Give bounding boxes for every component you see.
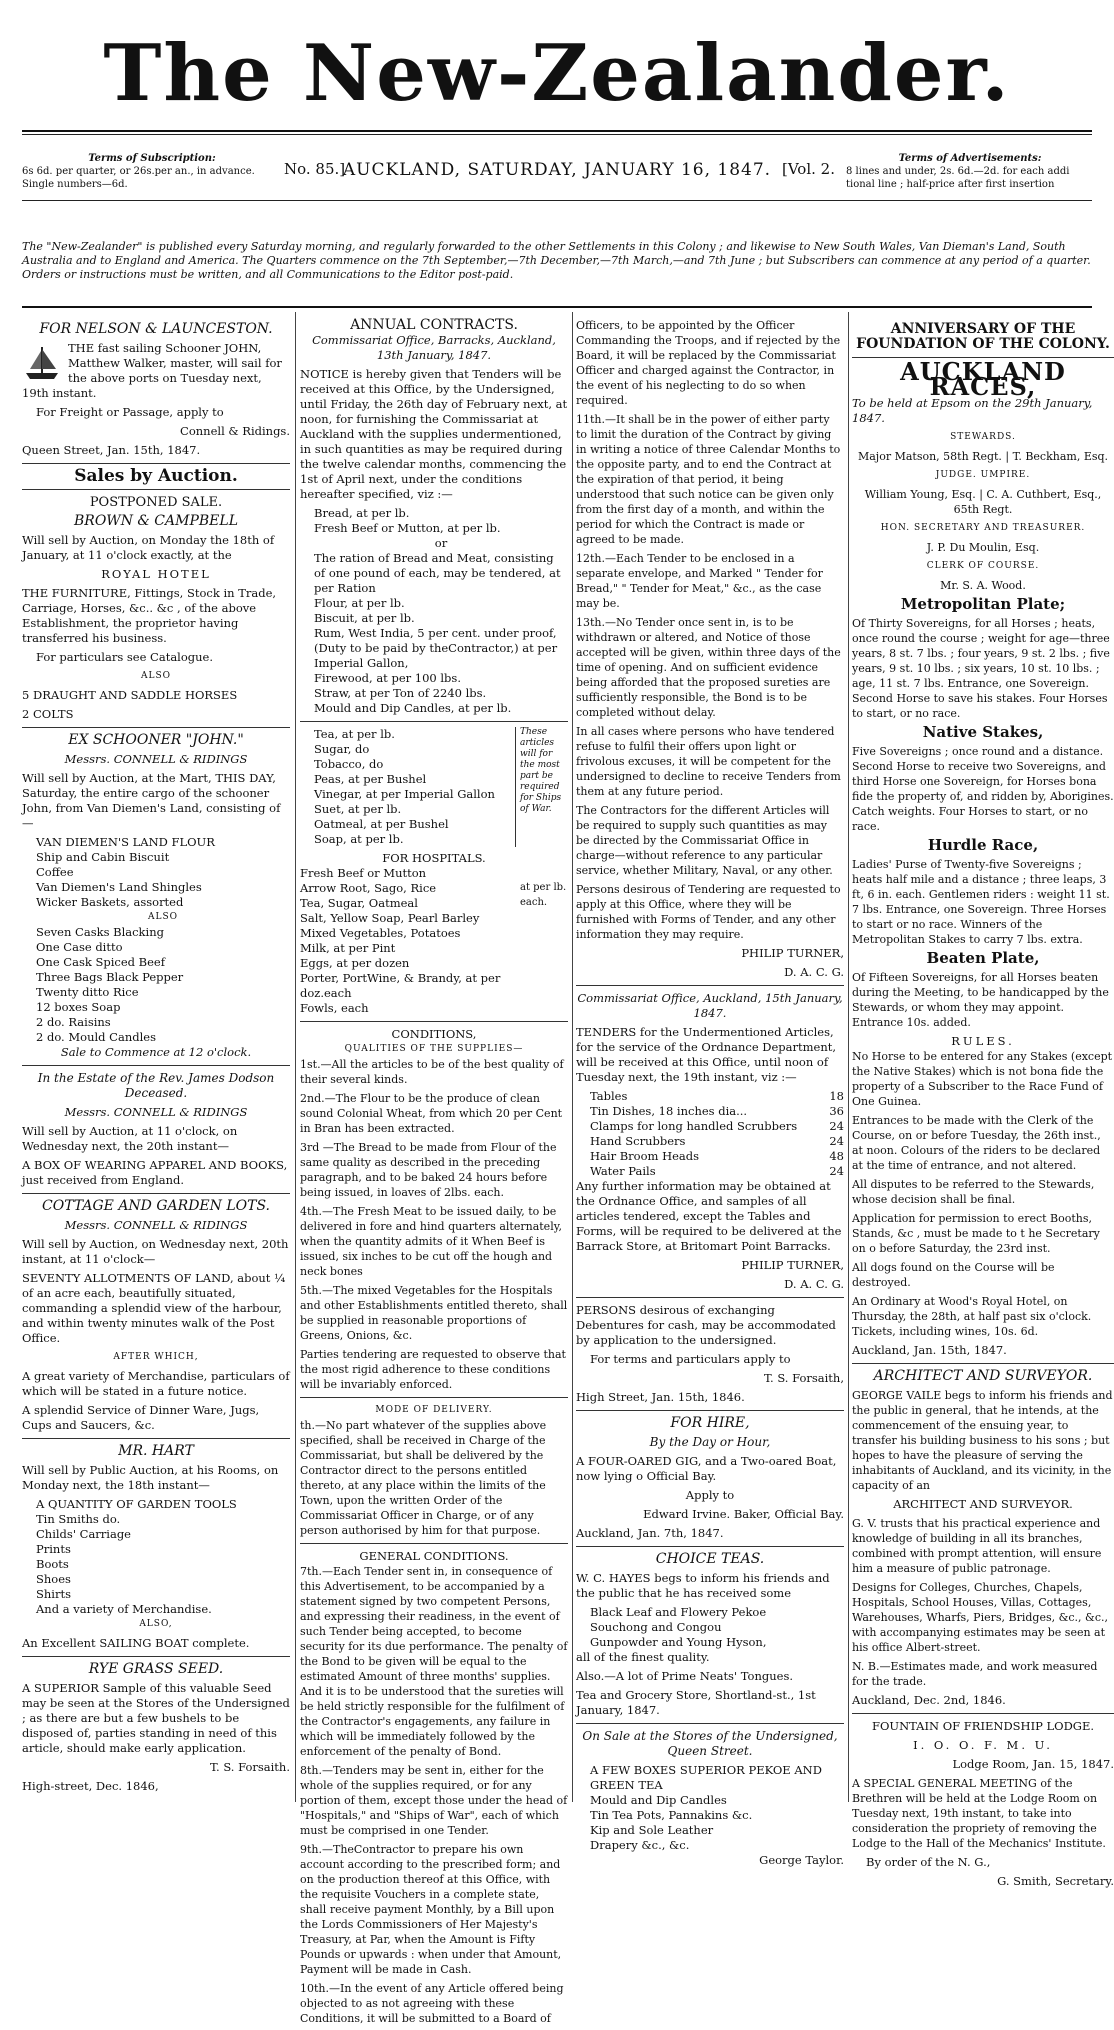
- ad-body: TENDERS for the Undermentioned Articles, for the service of the Ordnance Department, will be received at this Office, until noon of Tuesday next, the 19th instant, viz :—: [576, 1025, 837, 1084]
- list-item: Straw, at per Ton of 2240 lbs.: [314, 686, 487, 700]
- item-qty: 18: [829, 1089, 844, 1103]
- race-heading: Beaten Plate,: [926, 949, 1040, 967]
- column-3: [576, 318, 844, 1872]
- list-item: A QUANTITY OF GARDEN TOOLS: [36, 1497, 237, 1511]
- list-item: Peas, at per Bushel: [314, 772, 427, 786]
- list-item: One Cask Spiced Beef: [36, 955, 165, 969]
- list-item: Wicker Baskets, assorted: [36, 895, 184, 909]
- subscription-title: Terms of Subscription:: [88, 153, 216, 164]
- ad-body: J. P. Du Moulin, Esq.: [926, 541, 1040, 554]
- item-qty: 36: [829, 1104, 844, 1118]
- condition-item: 9th.—TheContractor to prepare his own account according to the prescribed form; and on the production thereof at this Office, with the requisite Vouchers in a complete state, shall receive payment Monthly, by a Bill upon the Lords Commissioners of Her Majesty's Treasury, at Par, when the Amount is Fifty Pounds or upwards : when under that Amount, Payment will be made in Cash.: [300, 1843, 562, 1976]
- list-item: Mould and Dip Candles: [590, 1793, 727, 1807]
- item-name: Tables: [590, 1089, 628, 1103]
- rules-heading: RULES.: [951, 1034, 1015, 1048]
- separator: [22, 1065, 290, 1066]
- list-item: Drapery &c., &c.: [590, 1838, 690, 1852]
- list-item: Seven Casks Blacking: [36, 925, 164, 939]
- ship-icon: [22, 343, 62, 383]
- condition-item: 11th.—It shall be in the power of either party to limit the duration of the Contract by giving in writing a notice of three Calendar Months to the opposite party, and to end the Contract at the expiration of that period, it being understood that such notice can be given only from the first day of a month, and within the period for which the Contract is made or agreed to be made.: [576, 413, 841, 546]
- separator: [300, 1543, 568, 1544]
- ad-body: Will sell by Auction, at 11 o'clock, on Wednesday next, the 20th instant—: [22, 1124, 238, 1153]
- list-item: Shirts: [36, 1587, 71, 1601]
- masthead-title: The New-Zealander.: [103, 28, 1011, 119]
- ad-signature: Connell & Ridings.: [180, 424, 290, 438]
- ad-heading: MR. HART: [118, 1443, 194, 1459]
- list-item: Suet, at per lb.: [314, 802, 402, 816]
- ad-body: Apply to: [685, 1488, 735, 1502]
- ad-body: W. C. HAYES begs to inform his friends and the public that he has received some: [576, 1571, 830, 1600]
- rules-list: [852, 1049, 1114, 1339]
- separator: [576, 1546, 844, 1547]
- ad-date: High Street, Jan. 15th, 1846.: [576, 1390, 745, 1404]
- column-divider: [572, 312, 573, 1802]
- item-name: Water Pails: [590, 1164, 656, 1178]
- ad-body: AFTER WHICH,: [113, 1352, 199, 1362]
- list-item: Sugar, do: [314, 742, 370, 756]
- list-item: Tin Smiths do.: [36, 1512, 121, 1526]
- condition-item: 3rd —The Bread to be made from Flour of the same quality as described in the preceding paragraph, and to be baked 24 hours before being issued, in loaves of 2lbs. each.: [300, 1141, 557, 1199]
- ad-body: G. V. trusts that his practical experience and knowledge of building in all its branches, combined with prompt attention, will ensure him a measure of public patronage.: [852, 1517, 1102, 1575]
- separator: [576, 1723, 844, 1724]
- list-item: Flour, at per lb.: [314, 596, 405, 610]
- ad-heading: RYE GRASS SEED.: [88, 1661, 224, 1677]
- ad-body: Will sell by Auction, at the Mart, THIS DAY, Saturday, the entire cargo of the schooner John, from Van Diemen's Land, consisting of—: [22, 771, 281, 830]
- ad-body: Five Sovereigns ; once round and a distance. Second Horse to receive two Sovereigns, and third Horse one Sovereign, for Horses bona fide the property of, and ridden by, Aborigines. Catch weights. Four Horses to start, or no race.: [852, 745, 1114, 833]
- table-row: [590, 1119, 844, 1134]
- column-divider: [295, 312, 296, 1802]
- list-item: Van Diemen's Land Shingles: [36, 880, 202, 894]
- ad-body: A SUPERIOR Sample of this valuable Seed may be seen at the Stores of the Undersigned ; as there are but a few bushels to be disposed of, parties standing in need of this article, should make early application.: [22, 1681, 290, 1755]
- publication-notice: The "New-Zealander" is published every Saturday morning, and regularly forwarded to the other Settlements in this Colony ; and likewise to New South Wales, Van Dieman's Land, South Australia and to England and America. The Quarters commence on the 7th September,—7th December,—7th March,—and 7th June ; but Subscribers can commence at any period of a quarter. Orders or instructions must be written, and all Communications to the Editor post-paid.: [22, 240, 1091, 281]
- ad-heading: CHOICE TEAS.: [655, 1551, 765, 1567]
- ad-body: Messrs. CONNELL & RIDINGS: [64, 752, 248, 766]
- ad-body: By order of the N. G.,: [866, 1855, 991, 1869]
- separator: [22, 463, 290, 464]
- ad-subheading: STEWARDS.: [950, 432, 1016, 442]
- column-2: [300, 318, 568, 2030]
- conditions-list: [576, 412, 844, 942]
- item-name: Hand Scrubbers: [590, 1134, 686, 1148]
- issue-number: No. 85.]: [284, 160, 346, 178]
- table-row: [590, 1104, 844, 1119]
- ad-signature: PHILIP TURNER,: [741, 946, 844, 960]
- column-1: [22, 318, 290, 1798]
- cargo-list: [22, 835, 290, 1045]
- table-row: [590, 1164, 844, 1179]
- list-item: Prints: [36, 1542, 71, 1556]
- ad-date: High-street, Dec. 1846,: [22, 1779, 159, 1793]
- separator: [576, 985, 844, 986]
- ad-subheading: By the Day or Hour,: [649, 1435, 771, 1449]
- list-item: or: [434, 536, 448, 550]
- separator: [852, 1363, 1114, 1364]
- ad-date: Auckland, Jan. 15th, 1847.: [852, 1343, 1007, 1357]
- ad-body: Parties tendering are requested to observe that the most rigid adherence to these conditions will be invariably enforced.: [300, 1348, 566, 1391]
- table-row: [590, 1089, 844, 1104]
- general-conditions-list: [300, 1564, 568, 2026]
- ad-signature: D. A. C. G.: [784, 1277, 844, 1291]
- ad-heading: BROWN & CAMPBELL: [74, 513, 238, 529]
- race-heading: Hurdle Race,: [927, 836, 1039, 854]
- ad-subheading: MODE OF DELIVERY.: [375, 1405, 493, 1415]
- separator: [300, 1021, 568, 1022]
- separator: [300, 1397, 568, 1398]
- ad-signature: G. Smith, Secretary.: [997, 1874, 1114, 1888]
- ad-heading: FOUNTAIN OF FRIENDSHIP LODGE.: [871, 1719, 1095, 1733]
- item-qty: 24: [829, 1119, 844, 1133]
- advertisement-title: Terms of Advertisements:: [898, 153, 1042, 164]
- list-item: Bread, at per lb.: [314, 506, 410, 520]
- top-rule: [22, 130, 1092, 132]
- ad-body: THE fast sailing Schooner JOHN, Matthew Walker, master, will sail for the above ports on Tuesday next, 19th instant.: [22, 341, 282, 400]
- condition-item: 12th.—Each Tender to be enclosed in a separate envelope, and Marked " Tender for Bread," " Tender for Meat," &c., as the case may be.: [576, 552, 823, 610]
- table-row: [590, 1134, 844, 1149]
- list-item: Fresh Beef or Mutton: [300, 866, 427, 880]
- ad-subheading: QUALITIES OF THE SUPPLIES—: [344, 1044, 524, 1054]
- list-item: ALSO: [147, 912, 179, 922]
- list-item: Souchong and Congou: [590, 1620, 722, 1634]
- ad-body: THE FURNITURE, Fittings, Stock in Trade, Carriage, Horses, &c.. &c , of the above Establishment, the proprietor having transferred his business.: [22, 586, 277, 645]
- list-item: Firewood, at per 100 lbs.: [314, 671, 461, 685]
- ad-heading: EX SCHOONER "JOHN.": [68, 732, 244, 748]
- list-item: 2 do. Mould Candles: [36, 1030, 156, 1044]
- ad-body: Officers, to be appointed by the Officer Commanding the Troops, and if rejected by the Board, it will be replaced by the Commissariat Officer and charged against the Contractor, in the event of his neglecting to do so when required.: [576, 319, 841, 407]
- list-item: Tea, at per lb.: [314, 727, 395, 741]
- separator: [22, 1656, 290, 1657]
- list-item: Mould and Dip Candles, at per lb.: [314, 701, 512, 715]
- war-supplies: [300, 727, 568, 847]
- list-item: Childs' Carriage: [36, 1527, 131, 1541]
- condition-item: 2nd.—The Flour to be the produce of clean sound Colonial Wheat, from which 20 per Cent in Bran has been extracted.: [300, 1092, 563, 1135]
- separator: [576, 1297, 844, 1298]
- ad-body: 2 COLTS: [22, 707, 74, 721]
- ad-body: Will sell by Auction, on Monday the 18th of January, at 11 o'clock exactly, at the: [22, 533, 275, 562]
- condition-item: 10th.—In the event of any Article offered being objected to as not agreeing with these Conditions, it will be submitted to a Board of: [300, 1982, 564, 2025]
- ad-body: GEORGE VAILE begs to inform his friends and the public in general, that he intends, at the commencement of the ensuing year, to transfer his building business to his sons ; but hopes to have the pleasure of serving the inhabitants of Auckland, and its vicinity, in the capacity of an: [852, 1389, 1113, 1492]
- separator: [852, 1713, 1114, 1714]
- ad-body: Designs for Colleges, Churches, Chapels, Hospitals, School Houses, Villas, Cottages, Warehouses, Wharfs, Piers, Bridges, &c., &c., with accompanying estimates may be seen at his office Albert-street.: [852, 1581, 1108, 1654]
- table-row: [590, 1149, 844, 1164]
- list-item: Black Leaf and Flowery Pekoe: [590, 1605, 767, 1619]
- rule-item: An Ordinary at Wood's Royal Hotel, on Thursday, the 28th, at half past six o'clock. Tickets, including wines, 10s. 6d.: [852, 1295, 1092, 1338]
- rule-item: All disputes to be referred to the Stewards, whose decision shall be final.: [852, 1178, 1095, 1206]
- item-qty: 24: [829, 1134, 844, 1148]
- ad-heading: ANNUAL CONTRACTS.: [350, 317, 518, 333]
- condition-item: 8th.—Tenders may be sent in, either for the whole of the supplies required, or for any portion of them, except those under the head of "Hospitals," and "Ships of War", each of which must be comprised in one Tender.: [300, 1764, 568, 1837]
- section-heading: Sales by Auction.: [74, 466, 238, 486]
- ad-body: 5 DRAUGHT AND SADDLE HORSES: [22, 688, 238, 702]
- ad-body: Lodge Room, Jan. 15, 1847.: [952, 1757, 1114, 1771]
- list-item: VAN DIEMEN'S LAND FLOUR: [36, 835, 215, 849]
- ad-signature: Edward Irvine. Baker, Official Bay.: [643, 1507, 844, 1521]
- rule-item: No Horse to be entered for any Stakes (except the Native Stakes) which is not bona fide the property of a Subscriber to the Race Fund of One Guinea.: [852, 1050, 1113, 1108]
- ad-body: Tea and Grocery Store, Shortland-st., 1st January, 1847.: [576, 1688, 816, 1717]
- hospital-note: at per lb. each.: [520, 882, 567, 908]
- ad-body: ARCHITECT AND SURVEYOR.: [893, 1497, 1073, 1511]
- races-title: AUCKLAND RACES,: [900, 357, 1066, 401]
- ad-heading: ARCHITECT AND SURVEYOR.: [873, 1368, 1093, 1384]
- ad-subheading: JUDGE. UMPIRE.: [935, 470, 1031, 480]
- item-name: Tin Dishes, 18 inches dia...: [590, 1104, 748, 1118]
- hart-list: [22, 1497, 290, 1617]
- ad-body: N. B.—Estimates made, and work measured for the trade.: [852, 1660, 1098, 1688]
- subscription-line-1: 6s 6d. per quarter, or 26s.per an., in advance.: [22, 166, 255, 177]
- list-item: Mixed Vegetables, Potatoes: [300, 926, 461, 940]
- ad-heading: FOR NELSON & LAUNCESTON.: [39, 321, 273, 337]
- ad-heading: COTTAGE AND GARDEN LOTS.: [42, 1198, 270, 1214]
- ad-body: Ladies' Purse of Twenty-five Sovereigns ; heats half mile and a distance ; three leaps, 3 ft, 6 in. each. Gentlemen riders : weight 11 st. 7 lbs. Entrance, one Sovereign. Three Horses to start or no race. Winners of the Metropolitan Stakes to carry 7 lbs. extra.: [852, 858, 1110, 946]
- list-item: Boots: [36, 1557, 69, 1571]
- ad-body: A SPECIAL GENERAL MEETING of the Brethren will be held at the Lodge Room on Tuesday next, 19th instant, to take into consideration the propriety of removing the Lodge to the Hall of the Mechanics' Institute.: [852, 1777, 1106, 1850]
- list-item: Arrow Root, Sago, Rice: [300, 881, 437, 895]
- list-item: Oatmeal, at per Bushel: [314, 817, 449, 831]
- list-item: Eggs, at per dozen: [300, 956, 410, 970]
- ad-body: ALSO: [140, 671, 172, 681]
- supplies-list: [300, 506, 568, 716]
- ad-body: all of the finest quality.: [576, 1650, 710, 1664]
- rule-item: Application for permission to erect Booths, Stands, &c , must be made to t he Secretary on o before Saturday, the 23rd inst.: [852, 1212, 1100, 1255]
- ad-body: Of Thirty Sovereigns, for all Horses ; heats, once round the course ; weight for age—three years, 8 st. 7 lbs. ; four years, 9 st. 2 lbs. ; five years, 9 st. 10 lbs. ; six years, 10 st. 10 lbs. ; age, 11 st. 7 lbs. Entrance, one Sovereign. Second Horse to save his stakes. Four Horses to start, or no race.: [852, 617, 1110, 720]
- hospital-list: [300, 866, 520, 1016]
- condition-item: The Contractors for the different Articles will be required to supply such quantities as may be directed by the Commissariat Office in charge—without reference to any particular service, whether Military, Naval, or any other.: [576, 804, 833, 877]
- race-heading: Native Stakes,: [922, 723, 1044, 741]
- ad-date: Auckland, Jan. 7th, 1847.: [576, 1526, 724, 1540]
- ad-body: Messrs. CONNELL & RIDINGS: [64, 1105, 248, 1119]
- condition-item: 4th.—The Fresh Meat to be issued daily, to be delivered in fore and hind quarters alternately, when the quantity admits of it When Beef is issued, six inches to be cut off the hough and neck bones: [300, 1205, 562, 1278]
- ordnance-list: [576, 1089, 844, 1179]
- ad-body: SEVENTY ALLOTMENTS OF LAND, about ¼ of an acre each, beautifully situated, commanding a splendid view of the harbour, and within twenty minutes walk of the Post Office.: [22, 1271, 286, 1345]
- separator: [576, 1410, 844, 1411]
- column-divider: [848, 312, 849, 1802]
- separator: [22, 727, 290, 728]
- ad-body: Commissariat Office, Auckland, 15th January, 1847.: [577, 991, 843, 1020]
- ad-body: To be held at Epsom on the 29th January, 1847.: [852, 396, 1093, 425]
- ad-body: Will sell by Auction, on Wednesday next, 20th instant, at 11 o'clock—: [22, 1237, 289, 1266]
- ad-heading: POSTPONED SALE.: [89, 495, 223, 510]
- separator: [22, 1438, 290, 1439]
- list-item: 12 boxes Soap: [36, 1000, 121, 1014]
- list-item: Tea, Sugar, Oatmeal: [300, 896, 418, 910]
- list-item: Twenty ditto Rice: [36, 985, 139, 999]
- teas-list: [576, 1605, 844, 1650]
- condition-item: 1st.—All the articles to be of the best quality of their several kinds.: [300, 1058, 564, 1086]
- war-list: [300, 727, 515, 847]
- race-heading: Metropolitan Plate;: [900, 595, 1066, 613]
- top-rule-thin: [22, 134, 1092, 135]
- item-name: Hair Broom Heads: [590, 1149, 700, 1163]
- separator: [22, 1193, 290, 1194]
- terms-rule: [22, 200, 1092, 201]
- ad-body: A BOX OF WEARING APPAREL AND BOOKS, just received from England.: [22, 1158, 288, 1187]
- war-note: These articles will for the most part be required for Ships of War.: [515, 727, 568, 847]
- ad-body: Any further information may be obtained at the Ordnance Office, and samples of all articles tendered, except the Tables and Forms, will be required to be delivered at the Barrack Store, at Britomart Point Barracks.: [576, 1179, 842, 1253]
- ad-subheading: CLERK OF COURSE.: [926, 561, 1040, 571]
- advertisement-terms: [846, 152, 1094, 191]
- separator: [300, 721, 568, 722]
- condition-item: Persons desirous of Tendering are requested to apply at this Office, where they will be furnished with Forms of Tender, and any other information they may require.: [576, 883, 841, 941]
- list-item: Rum, West India, 5 per cent. under proof, (Duty to be paid by theContractor,) at per Imperial Gallon,: [314, 626, 558, 670]
- condition-item: 13th.—No Tender once sent in, is to be withdrawn or altered, and Notice of those accepted will be given, within three days of the time of opening. And on sufficient evidence being afforded that the proposed sureties are sufficiently responsible, the Bond is to be completed without delay.: [576, 616, 841, 719]
- sale-list: [576, 1763, 844, 1853]
- ad-signature: George Taylor.: [759, 1853, 844, 1867]
- list-item: Ship and Cabin Biscuit: [36, 850, 170, 864]
- list-item: Gunpowder and Young Hyson,: [590, 1635, 767, 1649]
- list-item: Shoes: [36, 1572, 71, 1586]
- ad-signature: PHILIP TURNER,: [741, 1258, 844, 1272]
- ad-body: For Freight or Passage, apply to: [36, 405, 224, 419]
- list-item: Fowls, each: [300, 1001, 369, 1015]
- volume-number: [Vol. 2.: [782, 160, 835, 178]
- ad-body: Mr. S. A. Wood.: [940, 579, 1026, 592]
- columns-top-rule: [22, 306, 1092, 308]
- list-item: One Case ditto: [36, 940, 123, 954]
- ad-date: Auckland, Dec. 2nd, 1846.: [852, 1693, 1006, 1707]
- subscription-line-2: Single numbers—6d.: [22, 179, 128, 190]
- ad-body: For terms and particulars apply to: [590, 1352, 791, 1366]
- ad-body: ALSO,: [139, 1619, 173, 1629]
- item-qty: 24: [829, 1164, 844, 1178]
- ad-body: A splendid Service of Dinner Ware, Jugs, Cups and Saucers, &c.: [22, 1403, 260, 1432]
- ad-body: th.—No part whatever of the supplies above specified, shall be received in Charge of the Commissariat, but shall be delivered by the Contractor direct to the persons entitled thereto, at any place within the limits of the Town, upon the written Order of the Commissariat Officer in Charge, or of any person authorised by him for that purpose.: [300, 1419, 547, 1537]
- list-item: Tobacco, do: [314, 757, 384, 771]
- ad-date: Queen Street, Jan. 15th, 1847.: [22, 443, 201, 457]
- ad-body: NOTICE is hereby given that Tenders will be received at this Office, by the Undersigned, until Friday, the 26th day of February next, at noon, for furnishing the Commissariat at Auckland with the supplies undermentioned, in such quantities as may be required during the twelve calendar months, commencing the 1st of April next, under the conditions hereafter specified, viz :—: [300, 367, 568, 501]
- issue-info-row: [22, 152, 1092, 192]
- condition-item: 5th.—The mixed Vegetables for the Hospitals and other Establishments entitled thereto, shall be supplied in reasonable proportions of Greens, Onions, &c.: [300, 1284, 568, 1342]
- condition-item: In all cases where persons who have tendered refuse to fulfil their offers upon light or frivolous excuses, it will be competent for the undersigned to decline to receive Tenders from them at any future period.: [576, 725, 841, 798]
- ad-signature: T. S. Forsaith,: [764, 1371, 844, 1385]
- ad-body: William Young, Esq. | C. A. Cuthbert, Esq., 65th Regt.: [864, 488, 1102, 516]
- rule-item: All dogs found on the Course will be destroyed.: [852, 1261, 1055, 1289]
- list-item: A FEW BOXES SUPERIOR PEKOE AND GREEN TEA: [590, 1763, 822, 1792]
- item-qty: 48: [829, 1149, 844, 1163]
- ad-heading: In the Estate of the Rev. James Dodson Deceased.: [37, 1071, 275, 1100]
- list-item: Milk, at per Pint: [300, 941, 396, 955]
- ad-heading: ANNIVERSARY OF THE FOUNDATION OF THE COLONY.: [856, 321, 1110, 352]
- list-item: Porter, PortWine, & Brandy, at per doz.each: [300, 971, 501, 1000]
- ad-body: Also.—A lot of Prime Neats' Tongues.: [576, 1669, 794, 1683]
- ad-body: Messrs. CONNELL & RIDINGS: [64, 1218, 248, 1232]
- list-item: Coffee: [36, 865, 74, 879]
- ad-body: Of Fifteen Sovereigns, for all Horses beaten during the Meeting, to be handicapped by the Stewards, or whom they may appoint. Entrance 10s. added.: [852, 971, 1109, 1029]
- ad-subheading: I. O. O. F. M. U.: [913, 1738, 1053, 1752]
- ad-subheading: HON. SECRETARY AND TREASURER.: [880, 523, 1086, 533]
- ad-body: Sale to Commence at 12 o'clock.: [60, 1045, 252, 1059]
- dateline: AUCKLAND, SATURDAY, JANUARY 16, 1847.: [342, 160, 772, 180]
- ad-heading: CONDITIONS,: [391, 1027, 477, 1041]
- advertisement-line-1: 8 lines and under, 2s. 6d.—2d. for each addi: [846, 166, 1070, 177]
- ad-signature: T. S. Forsaith.: [210, 1760, 290, 1774]
- list-item: And a variety of Merchandise.: [36, 1602, 212, 1616]
- list-item: Biscuit, at per lb.: [314, 611, 415, 625]
- ad-body: Will sell by Public Auction, at his Rooms, on Monday next, the 18th instant—: [22, 1463, 279, 1492]
- condition-item: 7th.—Each Tender sent in, in consequence of this Advertisement, to be accompanied by a statement signed by two competent Persons, and expressing their readiness, in the event of such Tender being accepted, to become security for its due performance. The penalty of the Bond to be given will be equal to the estimated Amount of three months' supplies. And it is to be understood that the sureties will be held strictly responsible for the fulfilment of the Contractor's engagements, any failure in which will be immediately followed by the enforcement of the penalty of Bond.: [300, 1565, 568, 1758]
- column-4: [852, 318, 1114, 1893]
- ad-signature: D. A. C. G.: [784, 965, 844, 979]
- list-item: Three Bags Black Pepper: [36, 970, 184, 984]
- advertisement-line-2: tional line ; half-price after first insertion: [846, 179, 1055, 190]
- list-item: Vinegar, at per Imperial Gallon: [314, 787, 495, 801]
- list-item: 2 do. Raisins: [36, 1015, 111, 1029]
- ad-body: A great variety of Merchandise, particulars of which will be stated in a future notice.: [22, 1369, 290, 1398]
- list-item: Soap, at per lb.: [314, 832, 404, 846]
- list-item: Fresh Beef or Mutton, at per lb.: [314, 521, 501, 535]
- ad-body: A FOUR-OARED GIG, and a Two-oared Boat, now lying o Official Bay.: [576, 1454, 837, 1483]
- ad-heading: GENERAL CONDITIONS.: [359, 1549, 509, 1563]
- separator: [22, 489, 290, 490]
- item-name: Clamps for long handled Scrubbers: [590, 1119, 798, 1133]
- ad-body: ROYAL HOTEL: [101, 567, 211, 581]
- rule-item: Entrances to be made with the Clerk of the Course, on or before Tuesday, the 26th inst., at noon. Colours of the riders to be declared at the time of entrance, and not altered.: [852, 1114, 1101, 1172]
- ad-body: An Excellent SAILING BOAT complete.: [22, 1636, 250, 1650]
- ad-heading: FOR HIRE,: [670, 1415, 750, 1431]
- hospital-supplies: [300, 866, 568, 1016]
- subscription-terms: [22, 152, 282, 191]
- list-item: Tin Tea Pots, Pannakins &c.: [590, 1808, 753, 1822]
- ad-body: PERSONS desirous of exchanging Debentures for cash, may be accommodated by application to the undersigned.: [576, 1303, 836, 1347]
- list-item: Salt, Yellow Soap, Pearl Barley: [300, 911, 480, 925]
- ad-body: For particulars see Catalogue.: [36, 650, 214, 664]
- list-item: Kip and Sole Leather: [590, 1823, 714, 1837]
- conditions-list: [300, 1057, 568, 1343]
- ad-heading: FOR HOSPITALS.: [382, 851, 486, 865]
- ad-body: Major Matson, 58th Regt. | T. Beckham, Esq.: [857, 450, 1109, 463]
- ad-heading: On Sale at the Stores of the Undersigned, Queen Street.: [582, 1729, 838, 1758]
- list-item: The ration of Bread and Meat, consisting of one pound of each, may be tendered, at per Ration: [314, 551, 561, 595]
- ad-body: Commissariat Office, Barracks, Auckland, 13th January, 1847.: [312, 333, 556, 362]
